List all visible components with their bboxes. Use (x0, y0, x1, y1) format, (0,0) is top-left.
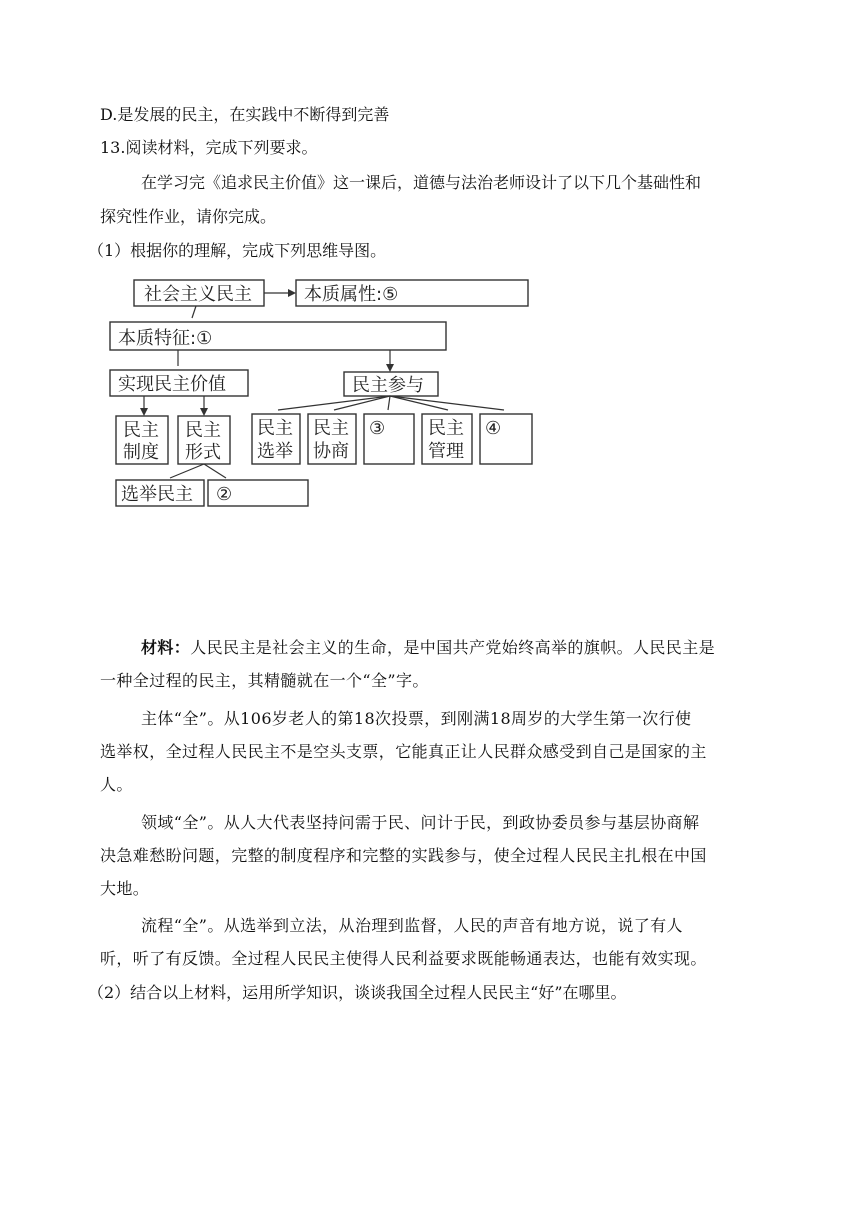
material-p1-line1-text: 人民民主是社会主义的生命，是中国共产党始终高举的旗帜。人民民主是 (190, 638, 716, 657)
system-line2: 制度 (123, 442, 159, 463)
feature-label: 本质特征:① (118, 328, 213, 349)
election-line1: 民主 (257, 418, 293, 439)
root-label: 社会主义民主 (144, 284, 252, 305)
blank-4-label: ④ (485, 418, 502, 439)
intro-line-2: 探究性作业，请你完成。 (100, 207, 277, 226)
material-p3-line1: 领域“全”。从人大代表坚持问需于民、问计于民，到政协委员参与基层协商解 (141, 813, 700, 832)
question-number: 13.阅读材料，完成下列要求。 (100, 138, 318, 157)
management-line2: 管理 (428, 441, 464, 462)
election-democracy-label: 选举民主 (121, 484, 193, 505)
material-p2-line2: 选举权，全过程人民民主不是空头支票，它能真正让人民群众感受到自己是国家的主 (100, 742, 707, 761)
material-p2-line3: 人。 (100, 775, 133, 794)
material-p3-line2: 决急难愁盼问题，完整的制度程序和完整的实践参与，使全过程人民民主扎根在中国 (100, 846, 707, 865)
consult-line2: 协商 (313, 441, 349, 462)
attr-label: 本质属性:⑤ (304, 284, 399, 305)
mind-map (108, 274, 548, 514)
part1-prompt: （1）根据你的理解，完成下列思维导图。 (88, 241, 387, 260)
material-p3-line3: 大地。 (100, 879, 150, 898)
material-p2-line1: 主体“全”。从106岁老人的第18次投票，到刚满18周岁的大学生第一次行使 (141, 709, 692, 728)
material-p1-line2: 一种全过程的民主，其精髓就在一个“全”字。 (100, 671, 429, 690)
form-line2: 形式 (185, 442, 221, 463)
blank-3-label: ③ (369, 418, 386, 439)
option-d: D.是发展的民主，在实践中不断得到完善 (100, 105, 390, 124)
intro-line-1: 在学习完《追求民主价值》这一课后，道德与法治老师设计了以下几个基础性和 (141, 173, 702, 192)
consult-line1: 民主 (313, 418, 349, 439)
material-p4-line2: 听，听了有反馈。全过程人民民主使得人民利益要求既能畅通表达，也能有效实现。 (100, 949, 707, 968)
form-line1: 民主 (185, 420, 221, 441)
material-p1-line1 (141, 636, 715, 660)
blank-2-label: ② (216, 484, 233, 505)
election-line2: 选举 (257, 441, 293, 462)
part2-prompt: （2）结合以上材料，运用所学知识，谈谈我国全过程人民民主“好”在哪里。 (88, 983, 627, 1002)
material-p4-line1: 流程“全”。从选举到立法，从治理到监督，人民的声音有地方说，说了有人 (141, 916, 683, 935)
system-line1: 民主 (123, 420, 159, 441)
material-label: 材料： (141, 638, 191, 657)
management-line1: 民主 (428, 418, 464, 439)
realize-label: 实现民主价值 (118, 374, 226, 395)
participate-label: 民主参与 (352, 375, 424, 396)
